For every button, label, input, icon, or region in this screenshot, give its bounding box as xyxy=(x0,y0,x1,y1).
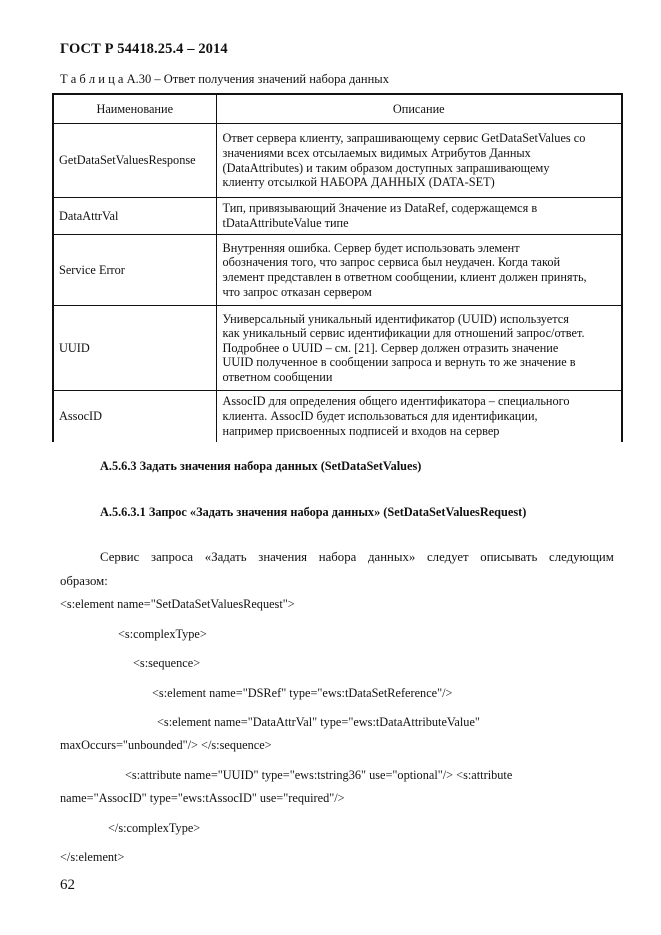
description-line: обозначения того, что запрос сервиса был неудачен. Когда такой xyxy=(222,255,561,270)
description-line: что запрос отказан сервером xyxy=(222,284,372,299)
paragraph-word: описывать xyxy=(480,550,538,564)
paragraph-word: запроса xyxy=(151,550,194,564)
description-line: элемент представлен в ответном сообщении, клиент должен принять, xyxy=(222,270,587,284)
description-line: UUID полученное в сообщении запроса и вернуть то же значение в xyxy=(222,355,576,370)
description-line: (DataAttributes) и таким образом доступных запрашивающему xyxy=(222,160,550,175)
paragraph-word: «Задать xyxy=(204,550,247,564)
table-header-row xyxy=(53,94,622,124)
row-description xyxy=(216,391,622,442)
row-description xyxy=(216,306,622,391)
paragraph-word: следующим xyxy=(549,550,614,564)
column-header-description: Описание xyxy=(216,94,622,124)
description-line: клиенту отсылкой НАБОРА ДАННЫХ (DATA-SET) xyxy=(222,175,495,190)
row-name: Service Error xyxy=(53,235,216,306)
document-header: ГОСТ Р 54418.25.4 – 2014 xyxy=(60,41,228,57)
description-line: значениями всех отсылаемых видимых Атрибутов Данных xyxy=(222,145,531,160)
description-line: AssocID для определения общего идентификатора – специального xyxy=(222,394,570,409)
column-header-name: Наименование xyxy=(53,94,216,124)
row-description xyxy=(216,235,622,306)
page-number: 62 xyxy=(60,877,75,893)
subsection-heading: А.5.6.3.1 Запрос «Задать значения набора данных» (SetDataSetValuesRequest) xyxy=(100,505,527,519)
response-table xyxy=(52,93,623,442)
code-line: <s:attribute name="UUID" type="ews:tstring36" use="optional"/> <s:attribute xyxy=(125,768,513,782)
description-line: клиента. AssocID будет использоваться для идентификации, xyxy=(222,408,538,423)
description-line: ответном сообщении xyxy=(222,369,333,384)
description-line: например присвоенных подписей и входов на сервер xyxy=(222,423,500,438)
code-line: <s:element name="DataAttrVal" type="ews:tDataAttributeValue" xyxy=(157,715,480,729)
table-row xyxy=(53,306,622,391)
description-line: Универсальный уникальный идентификатор (UUID) используется xyxy=(222,311,569,326)
description-line: Внутренняя ошибка. Сервер будет использовать элемент xyxy=(222,240,520,255)
table-row xyxy=(53,235,622,306)
code-line: </s:element> xyxy=(60,850,125,864)
code-line: name="AssocID" type="ews:tAssocID" use="required"/> xyxy=(60,791,345,805)
code-line: </s:complexType> xyxy=(108,821,201,835)
paragraph-word: следует xyxy=(427,550,469,564)
table-caption: Т а б л и ц а А.30 – Ответ получения значений набора данных xyxy=(60,72,389,86)
table-row xyxy=(53,198,622,235)
code-line: maxOccurs="unbounded"/> </s:sequence> xyxy=(60,738,272,752)
description-line: Тип, привязывающий Значение из DataRef, содержащемся в xyxy=(222,201,538,216)
row-name: GetDataSetValuesResponse xyxy=(53,124,216,198)
code-line: <s:sequence> xyxy=(133,656,201,670)
row-description xyxy=(216,124,622,198)
description-line: tDataAttributeValue типе xyxy=(222,216,349,230)
code-line: <s:element name="SetDataSetValuesRequest"> xyxy=(60,597,295,611)
paragraph-line-2: образом: xyxy=(60,574,108,588)
table-row xyxy=(53,124,622,198)
description-line: как уникальный сервис идентификации для отношений запрос/ответ. xyxy=(222,326,585,341)
paragraph-word: значения xyxy=(258,550,308,564)
paragraph-word: набора xyxy=(318,550,357,564)
row-name: DataAttrVal xyxy=(53,198,216,235)
description-line: Подробнее о UUID – см. [21]. Сервер должен отразить значение xyxy=(222,340,559,355)
code-line: <s:complexType> xyxy=(118,627,207,641)
paragraph-line-1 xyxy=(100,550,614,565)
description-line: Ответ сервера клиенту, запрашивающему сервис GetDataSetValues со xyxy=(222,131,586,146)
row-name: AssocID xyxy=(53,391,216,442)
row-name: UUID xyxy=(53,306,216,391)
row-description xyxy=(216,198,622,235)
paragraph-word: данных» xyxy=(368,550,416,564)
code-line: <s:element name="DSRef" type="ews:tDataSetReference"/> xyxy=(152,686,453,700)
table-row xyxy=(53,391,622,442)
paragraph-word: Сервис xyxy=(100,550,140,564)
section-heading: А.5.6.3 Задать значения набора данных (SetDataSetValues) xyxy=(100,459,422,473)
